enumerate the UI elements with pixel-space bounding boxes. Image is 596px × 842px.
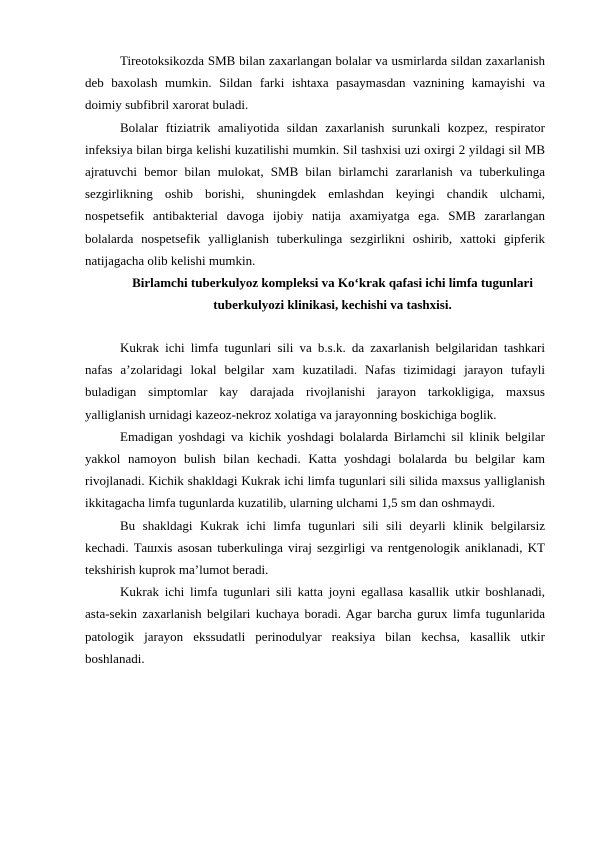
paragraph: Kukrak ichi limfa tugunlari sili katta joyni egallasa kasallik utkir boshlanadi, asta-sekin zaxarlanish belgilari kuchaya boradi. Agar barcha gurux limfa tugunlarida patologik jarayon ekssudatli perinodulyar reaksiya bilan kechsa, kasallik utkir boshlanadi. [85,584,545,666]
section-heading: Birlamchi tuberkulyoz kompleksi va Ko‘krak qafasi ichi limfa tugunlari tuberkulyozi klinikasi, kechishi va tashxisi. [132,275,533,312]
blank-line [85,315,545,337]
paragraph: Bu shakldagi Kukrak ichi limfa tugunlari sili sili deyarli klinik belgilarsiz kechadi. Ташхis asosan tuberkulinga viraj sezgirligi va rentgenologik aniklanadi, KT tekshirish kuprok ma’lumot beradi. [85,517,545,578]
paragraph: Emadigan yoshdagi va kichik yoshdagi bolalarda Birlamchi sil klinik belgilar yakkol namoyon bulish bilan kechadi. Katta yoshdagi bolalarda bu belgilar kam rivojlanadi. Kichik shakldagi Kukrak ichi limfa tugunlari sili silida maxsus yalliglanish ikkitagacha limfa tugunlarda kuzatilib, ularning ulchami 1,5 sm dan oshmaydi. [85,428,545,511]
paragraph: Bolalar ftiziatrik amaliyotida sildan zaxarlanish surunkali kozpez, respirator infeksiya bilan birga kelishi kuzatilishi mumkin. Sil tashxisi uzi oxirgi 2 yildagi sil MB ajratuvchi bemor bilan mulokat, SMB bilan birlamchi zararlanish va tuberkulinga sezgirlikning oshib borishi, shuningdek emlashdan keyingi chandik ulchami, nospetsefik antibakterial davoga ijobiy natija axamiyatga ega. SMB zararlangan bolalarda nospetsefik yalliglanish tuberkulinga sezgirlikni oshirib, xattoki gipferik natijagacha olib kelishi mumkin. [85,119,545,268]
paragraph: Tireotoksikozda SMB bilan zaxarlangan bolalar va usmirlarda sildan zaxarlanish deb baxolash mumkin. Sildan farki ishtaxa pasaymasdan vaznining kamayishi va doimiy subfibril xarorat buladi. [85,53,545,113]
paragraph: Kukrak ichi limfa tugunlari sili va b.s.k. da zaxarlanish belgilaridan tashkari nafas a’zolaridagi lokal belgilar xam kuzatiladi. Nafas tizimidagi jarayon tufayli buladigan simptomlar kay darajada rivojlanishi jarayon tarkokligiga, maxsus yalliglanish urnidagi kazeoz-nekroz xolatiga va jarayonning boskichiga boglik. [85,340,545,422]
document-body [85,50,545,670]
